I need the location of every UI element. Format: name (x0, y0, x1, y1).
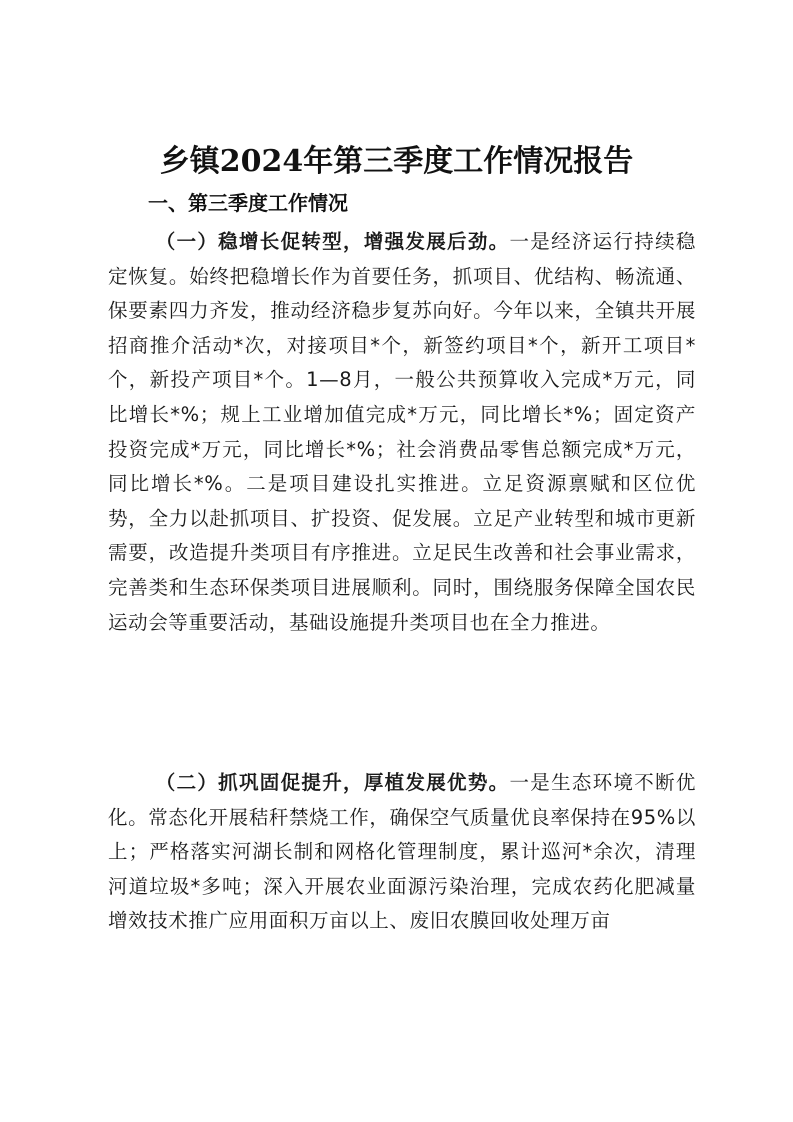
paragraph-1-body: 一是经济运行持续稳定恢复。始终把稳增长作为首要任务，抓项目、优结构、畅流通、保要素四力齐发，推动经济稳步复苏向好。今年以来，全镇共开展招商推介活动*次，对接项目*个，新签约项目*个，新开工项目*个，新投产项目*个。1—8月，一般公共预算收入完成*万元，同比增长*%；规上工业增加值完成*万元，同比增长*%；固定资产投资完成*万元，同比增长*%；社会消费品零售总额完成*万元，同比增长*%。二是项目建设扎实推进。立足资源禀赋和区位优势，全力以赴抓项目、扩投资、促发展。立足产业转型和城市更新需要，改造提升类项目有序推进。立足民生改善和社会事业需求，完善类和生态环保类项目进展顺利。同时，围绕服务保障全国农民运动会等重要活动，基础设施提升类项目也在全力推进。 (108, 230, 696, 634)
section-heading: 一、第三季度工作情况 (148, 191, 348, 215)
document-title: 乡镇2024年第三季度工作情况报告 (159, 144, 634, 179)
paragraph-1-lead: （一）稳增长促转型，增强发展后劲。 (155, 230, 510, 253)
paragraph-2-body: 一是生态环境不断优化。常态化开展秸秆禁烧工作，确保空气质量优良率保持在95%以上；严格落实河湖长制和网格化管理制度，累计巡河*余次，清理河道垃圾*多吨；深入开展农业面源污染治理，完成农药化肥减量增效技术推广应用面积万亩以上、废旧农膜回收处理万亩 (108, 771, 696, 933)
paragraph-2-lead: （二）抓巩固促提升，厚植发展优势。 (155, 771, 510, 794)
paragraph-2 (108, 766, 696, 939)
paragraph-1 (108, 225, 696, 640)
